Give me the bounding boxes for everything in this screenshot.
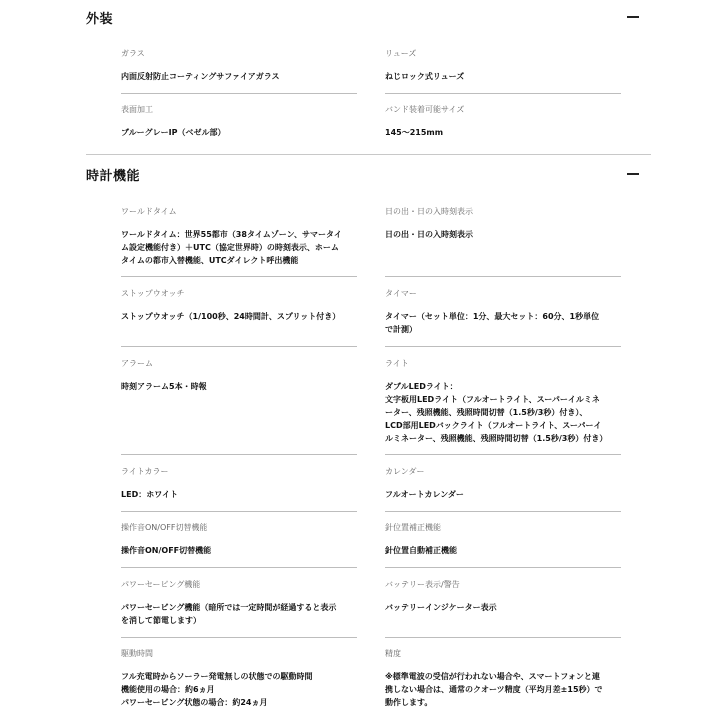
- collapse-minus-icon[interactable]: [627, 16, 639, 18]
- spec-item: [121, 104, 357, 139]
- spec-item: [385, 288, 621, 336]
- spec-label: ライトカラー: [121, 467, 169, 476]
- spec-label: カレンダー: [385, 467, 425, 476]
- spec-item: [385, 579, 621, 614]
- spec-value: フル充電時からソーラー発電無しの状態での駆動時間 機能使用の場合：約6ヵ月 パワーセービング状態の場合：約24ヵ月: [121, 672, 313, 707]
- spec-value: 日の出・日の入時刻表示: [385, 230, 473, 239]
- spec-value: 145～215mm: [385, 128, 444, 137]
- spec-label: パワーセービング機能: [121, 580, 201, 589]
- collapse-minus-icon[interactable]: [627, 173, 639, 175]
- spec-value: ブルーグレーIP（ベゼル部）: [121, 128, 226, 137]
- spec-item: [385, 206, 621, 241]
- spec-label: 操作音ON/OFF切替機能: [121, 523, 208, 532]
- spec-item: [121, 522, 357, 557]
- spec-divider: [385, 454, 621, 455]
- spec-value: パワーセービング機能（暗所では一定時間が経過すると表示 を消して節電します）: [121, 603, 337, 625]
- spec-label: ライト: [385, 359, 409, 368]
- spec-item: [121, 48, 357, 83]
- spec-label: アラーム: [121, 359, 153, 368]
- spec-value: 内面反射防止コーティングサファイアガラス: [121, 72, 280, 81]
- section-divider: [86, 154, 651, 155]
- spec-item: [121, 358, 357, 393]
- spec-value: ダブルLEDライト： 文字板用LEDライト（フルオートライト、スーパーイルミネ ーター、残照機能、残照時間切替（1.5秒/3秒）付き）、 LCD部用LEDバックライト（フルオートライト、スーパーイ ルミネーター、残照機能、残照時間切替（1.5秒/3秒）付き）: [385, 382, 608, 443]
- spec-label: ワールドタイム: [121, 207, 177, 216]
- spec-item: [121, 466, 357, 501]
- spec-divider: [385, 276, 621, 277]
- spec-label: 駆動時間: [121, 649, 153, 658]
- spec-label: 精度: [385, 649, 401, 658]
- spec-divider: [121, 276, 357, 277]
- section-title: 時計機能: [86, 168, 141, 184]
- spec-value: ※標準電波の受信が行われない場合や、スマートフォンと連 携しない場合は、通常のクオーツ精度（平均月差±15秒）で 動作します。: [385, 672, 603, 707]
- spec-value: バッテリーインジケーター表示: [385, 603, 497, 612]
- spec-item: [385, 522, 621, 557]
- spec-divider: [121, 637, 357, 638]
- spec-divider: [385, 567, 621, 568]
- spec-divider: [385, 511, 621, 512]
- spec-item: [385, 648, 621, 709]
- spec-item: [385, 358, 621, 445]
- spec-label: リューズ: [385, 49, 417, 58]
- spec-divider: [385, 346, 621, 347]
- spec-label: ガラス: [121, 49, 145, 58]
- spec-value: タイマー（セット単位：1分、最大セット：60分、1秒単位 で計測）: [385, 312, 600, 334]
- spec-value: ワールドタイム：世界55都市（38タイムゾーン、サマータイ ム設定機能付き）＋UTC（協定世界時）の時刻表示、ホーム タイムの都市入替機能、UTCダイレクト呼出機能: [121, 230, 342, 265]
- spec-label: タイマー: [385, 289, 417, 298]
- spec-divider: [121, 454, 357, 455]
- spec-item: [121, 648, 357, 709]
- section-header-watch-functions[interactable]: [86, 162, 639, 186]
- spec-divider: [121, 567, 357, 568]
- spec-label: 針位置補正機能: [385, 523, 441, 532]
- spec-item: [121, 579, 357, 627]
- spec-divider: [385, 93, 621, 94]
- spec-label: 日の出・日の入時刻表示: [385, 207, 473, 216]
- spec-item: [385, 48, 621, 83]
- spec-value: ストップウオッチ（1/100秒、24時間計、スプリット付き）: [121, 312, 341, 321]
- section-title: 外装: [86, 11, 114, 27]
- spec-value: フルオートカレンダー: [385, 490, 464, 499]
- spec-item: [121, 206, 357, 267]
- spec-value: 針位置自動補正機能: [385, 546, 457, 555]
- spec-label: バンド装着可能サイズ: [385, 105, 465, 114]
- spec-value: 時刻アラーム5本・時報: [121, 382, 207, 391]
- spec-value: LED：ホワイト: [121, 490, 178, 499]
- spec-item: [385, 466, 621, 501]
- spec-value: 操作音ON/OFF切替機能: [121, 546, 212, 555]
- spec-label: バッテリー表示/警告: [385, 580, 460, 589]
- spec-divider: [121, 93, 357, 94]
- spec-divider: [121, 346, 357, 347]
- spec-value: ねじロック式リューズ: [385, 72, 465, 81]
- section-header-exterior[interactable]: [86, 5, 639, 29]
- spec-label: 表面加工: [121, 105, 153, 114]
- spec-divider: [121, 511, 357, 512]
- spec-divider: [385, 637, 621, 638]
- spec-item: [385, 104, 621, 139]
- spec-label: ストップウオッチ: [121, 289, 185, 298]
- spec-item: [121, 288, 357, 323]
